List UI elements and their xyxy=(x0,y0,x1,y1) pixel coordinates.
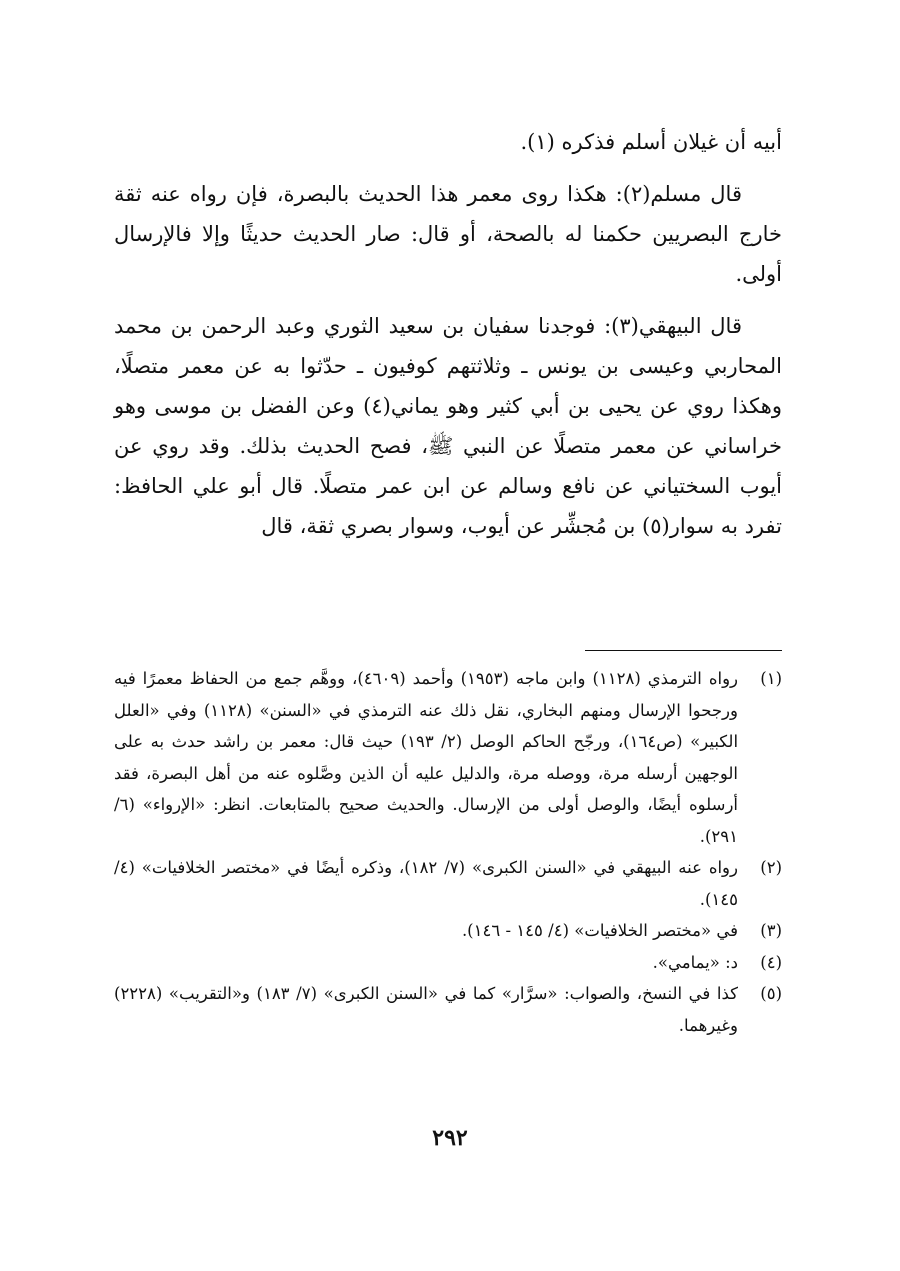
footnote-divider xyxy=(585,650,782,651)
footnote-2 xyxy=(114,852,782,915)
footnote-1 xyxy=(114,663,782,852)
footnote-3 xyxy=(114,915,782,947)
footnote-number: (١) xyxy=(760,669,782,688)
footnote-number: (٣) xyxy=(760,921,782,940)
footnotes xyxy=(114,663,782,1041)
main-text xyxy=(114,122,782,558)
footnote-number: (٢) xyxy=(760,858,782,877)
footnote-number: (٥) xyxy=(760,984,782,1003)
paragraph-continuation: أبيه أن غيلان أسلم فذكره (١). xyxy=(520,130,782,154)
footnote-text: كذا في النسخ، والصواب: «سرَّار» كما في «السنن الكبرى» (٧/ ١٨٣) و«التقريب» (٢٢٢٨) وغيرهما. xyxy=(114,984,738,1035)
paragraph-muslim-quote: قال مسلم(٢): هكذا روى معمر هذا الحديث بالبصرة، فإن رواه عنه ثقة خارج البصريين حكمنا له بالصحة، أو قال: صار الحديث حديثًا وإلا فالإرسال أولى. xyxy=(114,182,782,286)
paragraph-bayhaqi-quote: قال البيهقي(٣): فوجدنا سفيان بن سعيد الثوري وعبد الرحمن بن محمد المحاربي وعيسى بن يونس ـ وثلاثتهم كوفيون ـ حدّثوا به عن معمر متصلًا، وهكذا روي عن يحيى بن أبي كثير وهو يماني(٤) وعن الفضل بن موسى وهو خراساني عن معمر متصلًا عن النبي ﷺ، فصح الحديث بذلك. وقد روي عن أيوب السختياني عن نافع وسالم عن ابن عمر متصلًا. قال أبو علي الحافظ: تفرد به سوار(٥) بن مُجشِّر عن أيوب، وسوار بصري ثقة، قال xyxy=(114,314,782,538)
footnote-text: رواه الترمذي (١١٢٨) وابن ماجه (١٩٥٣) وأحمد (٤٦٠٩)، ووهَّم جمع من الحفاظ معمرًا فيه ورجحوا الإرسال ومنهم البخاري، نقل ذلك عنه الترمذي في «السنن» (١١٢٨) وفي «العلل الكبير» (ص١٦٤)، ورجّح الحاكم الوصل (٢/ ١٩٣) حيث قال: معمر بن راشد حدث به على الوجهين أرسله مرة، ووصله مرة، والدليل عليه أن الذين وصَّلوه عنه من أهل البصرة، فقد أرسلوه أيضًا، والوصل أولى من الإرسال. والحديث صحيح بالمتابعات. انظر: «الإرواء» (٦/ ٢٩١). xyxy=(114,669,739,846)
footnote-text: رواه عنه البيهقي في «السنن الكبرى» (٧/ ١٨٢)، وذكره أيضًا في «مختصر الخلافيات» (٤/ ١٤٥). xyxy=(114,858,738,909)
footnote-text: في «مختصر الخلافيات» (٤/ ١٤٥ - ١٤٦). xyxy=(461,921,738,940)
footnote-number: (٤) xyxy=(760,952,782,972)
footnote-text: د: «يمامي». xyxy=(652,952,738,972)
page-number: ٢٩٢ xyxy=(432,1125,468,1151)
footnote-4 xyxy=(114,947,782,979)
footnote-5 xyxy=(114,978,782,1041)
